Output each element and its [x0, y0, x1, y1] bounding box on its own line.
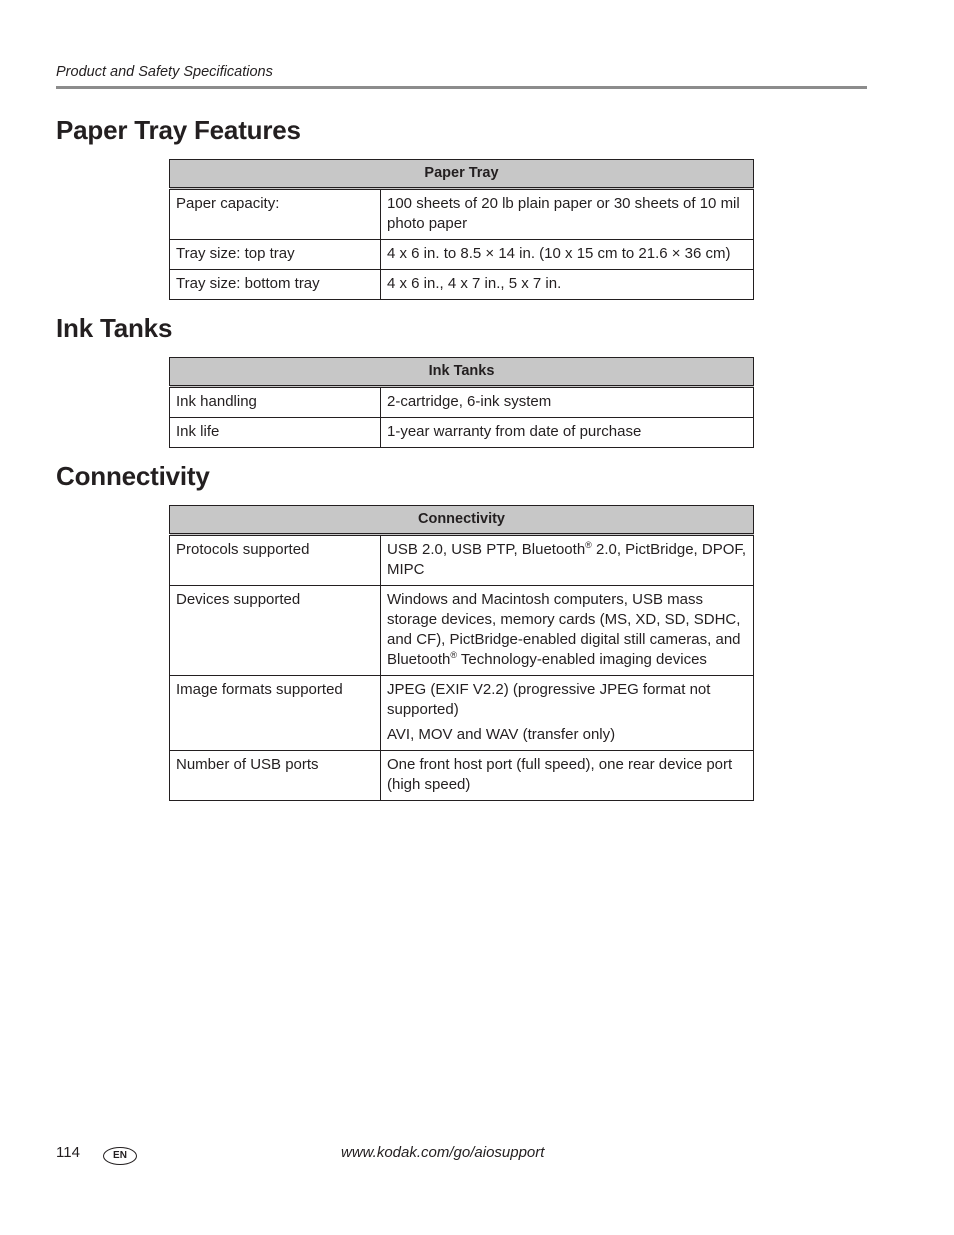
spec-value-text: 100 sheets of 20 lb plain paper or 30 sheets of 10 mil photo paper: [387, 195, 740, 232]
spec-label: Tray size: bottom tray: [170, 270, 381, 300]
section-heading-paper-tray: Paper Tray Features: [56, 115, 301, 145]
table-row: [170, 586, 754, 676]
table-row: [170, 270, 754, 300]
spec-value-text: Windows and Macintosh computers, USB mass storage devices, memory cards (MS, XD, SD, SDHC, and CF), PictBridge-enabled digital still cameras, and Bluetooth® Technology-enabled imaging devices: [387, 591, 741, 668]
spec-label: Image formats supported: [170, 676, 381, 751]
table-title: Ink Tanks: [170, 358, 754, 387]
table-title: Connectivity: [170, 506, 754, 535]
spec-label: Protocols supported: [170, 535, 381, 586]
spec-value-text: 1-year warranty from date of purchase: [387, 423, 642, 440]
table-row: [170, 189, 754, 240]
table-row: [170, 418, 754, 448]
spec-value-text: 2-cartridge, 6-ink system: [387, 393, 552, 410]
spec-value-text: AVI, MOV and WAV (transfer only): [387, 726, 616, 743]
spec-label: Devices supported: [170, 586, 381, 676]
spec-value: [381, 240, 754, 270]
spec-value-text: 4 x 6 in., 4 x 7 in., 5 x 7 in.: [387, 275, 562, 292]
spec-label: Paper capacity:: [170, 189, 381, 240]
table-row: [170, 387, 754, 418]
spec-value-text: One front host port (full speed), one rear device port (high speed): [387, 756, 733, 793]
spec-value: [381, 676, 754, 751]
spec-value-text: USB 2.0, USB PTP, Bluetooth® 2.0, PictBridge, DPOF, MIPC: [387, 540, 747, 578]
spec-value-text: 4 x 6 in. to 8.5 × 14 in. (10 x 15 cm to 21.6 × 36 cm): [387, 245, 731, 262]
spec-value: [381, 270, 754, 300]
support-url[interactable]: www.kodak.com/go/aiosupport: [341, 1144, 545, 1161]
section-heading-connectivity: Connectivity: [56, 461, 210, 491]
running-header: Product and Safety Specifications: [56, 64, 273, 80]
spec-value: [381, 418, 754, 448]
spec-value-text: JPEG (EXIF V2.2) (progressive JPEG format not supported): [387, 681, 711, 718]
table-row: [170, 676, 754, 751]
paper-tray-table: [169, 159, 754, 300]
ink-tanks-table: [169, 357, 754, 448]
table-title: Paper Tray: [170, 160, 754, 189]
language-badge: EN: [103, 1147, 137, 1165]
header-rule: [56, 86, 867, 89]
section-heading-ink-tanks: Ink Tanks: [56, 313, 173, 343]
spec-value: [381, 387, 754, 418]
table-row: [170, 535, 754, 586]
connectivity-table: [169, 505, 754, 801]
spec-label: Number of USB ports: [170, 751, 381, 801]
spec-value: [381, 586, 754, 676]
table-row: [170, 240, 754, 270]
spec-label: Ink life: [170, 418, 381, 448]
page-number: 114: [56, 1144, 80, 1161]
table-row: [170, 751, 754, 801]
spec-value: [381, 189, 754, 240]
spec-label: Ink handling: [170, 387, 381, 418]
spec-value: [381, 535, 754, 586]
spec-label: Tray size: top tray: [170, 240, 381, 270]
spec-value: [381, 751, 754, 801]
